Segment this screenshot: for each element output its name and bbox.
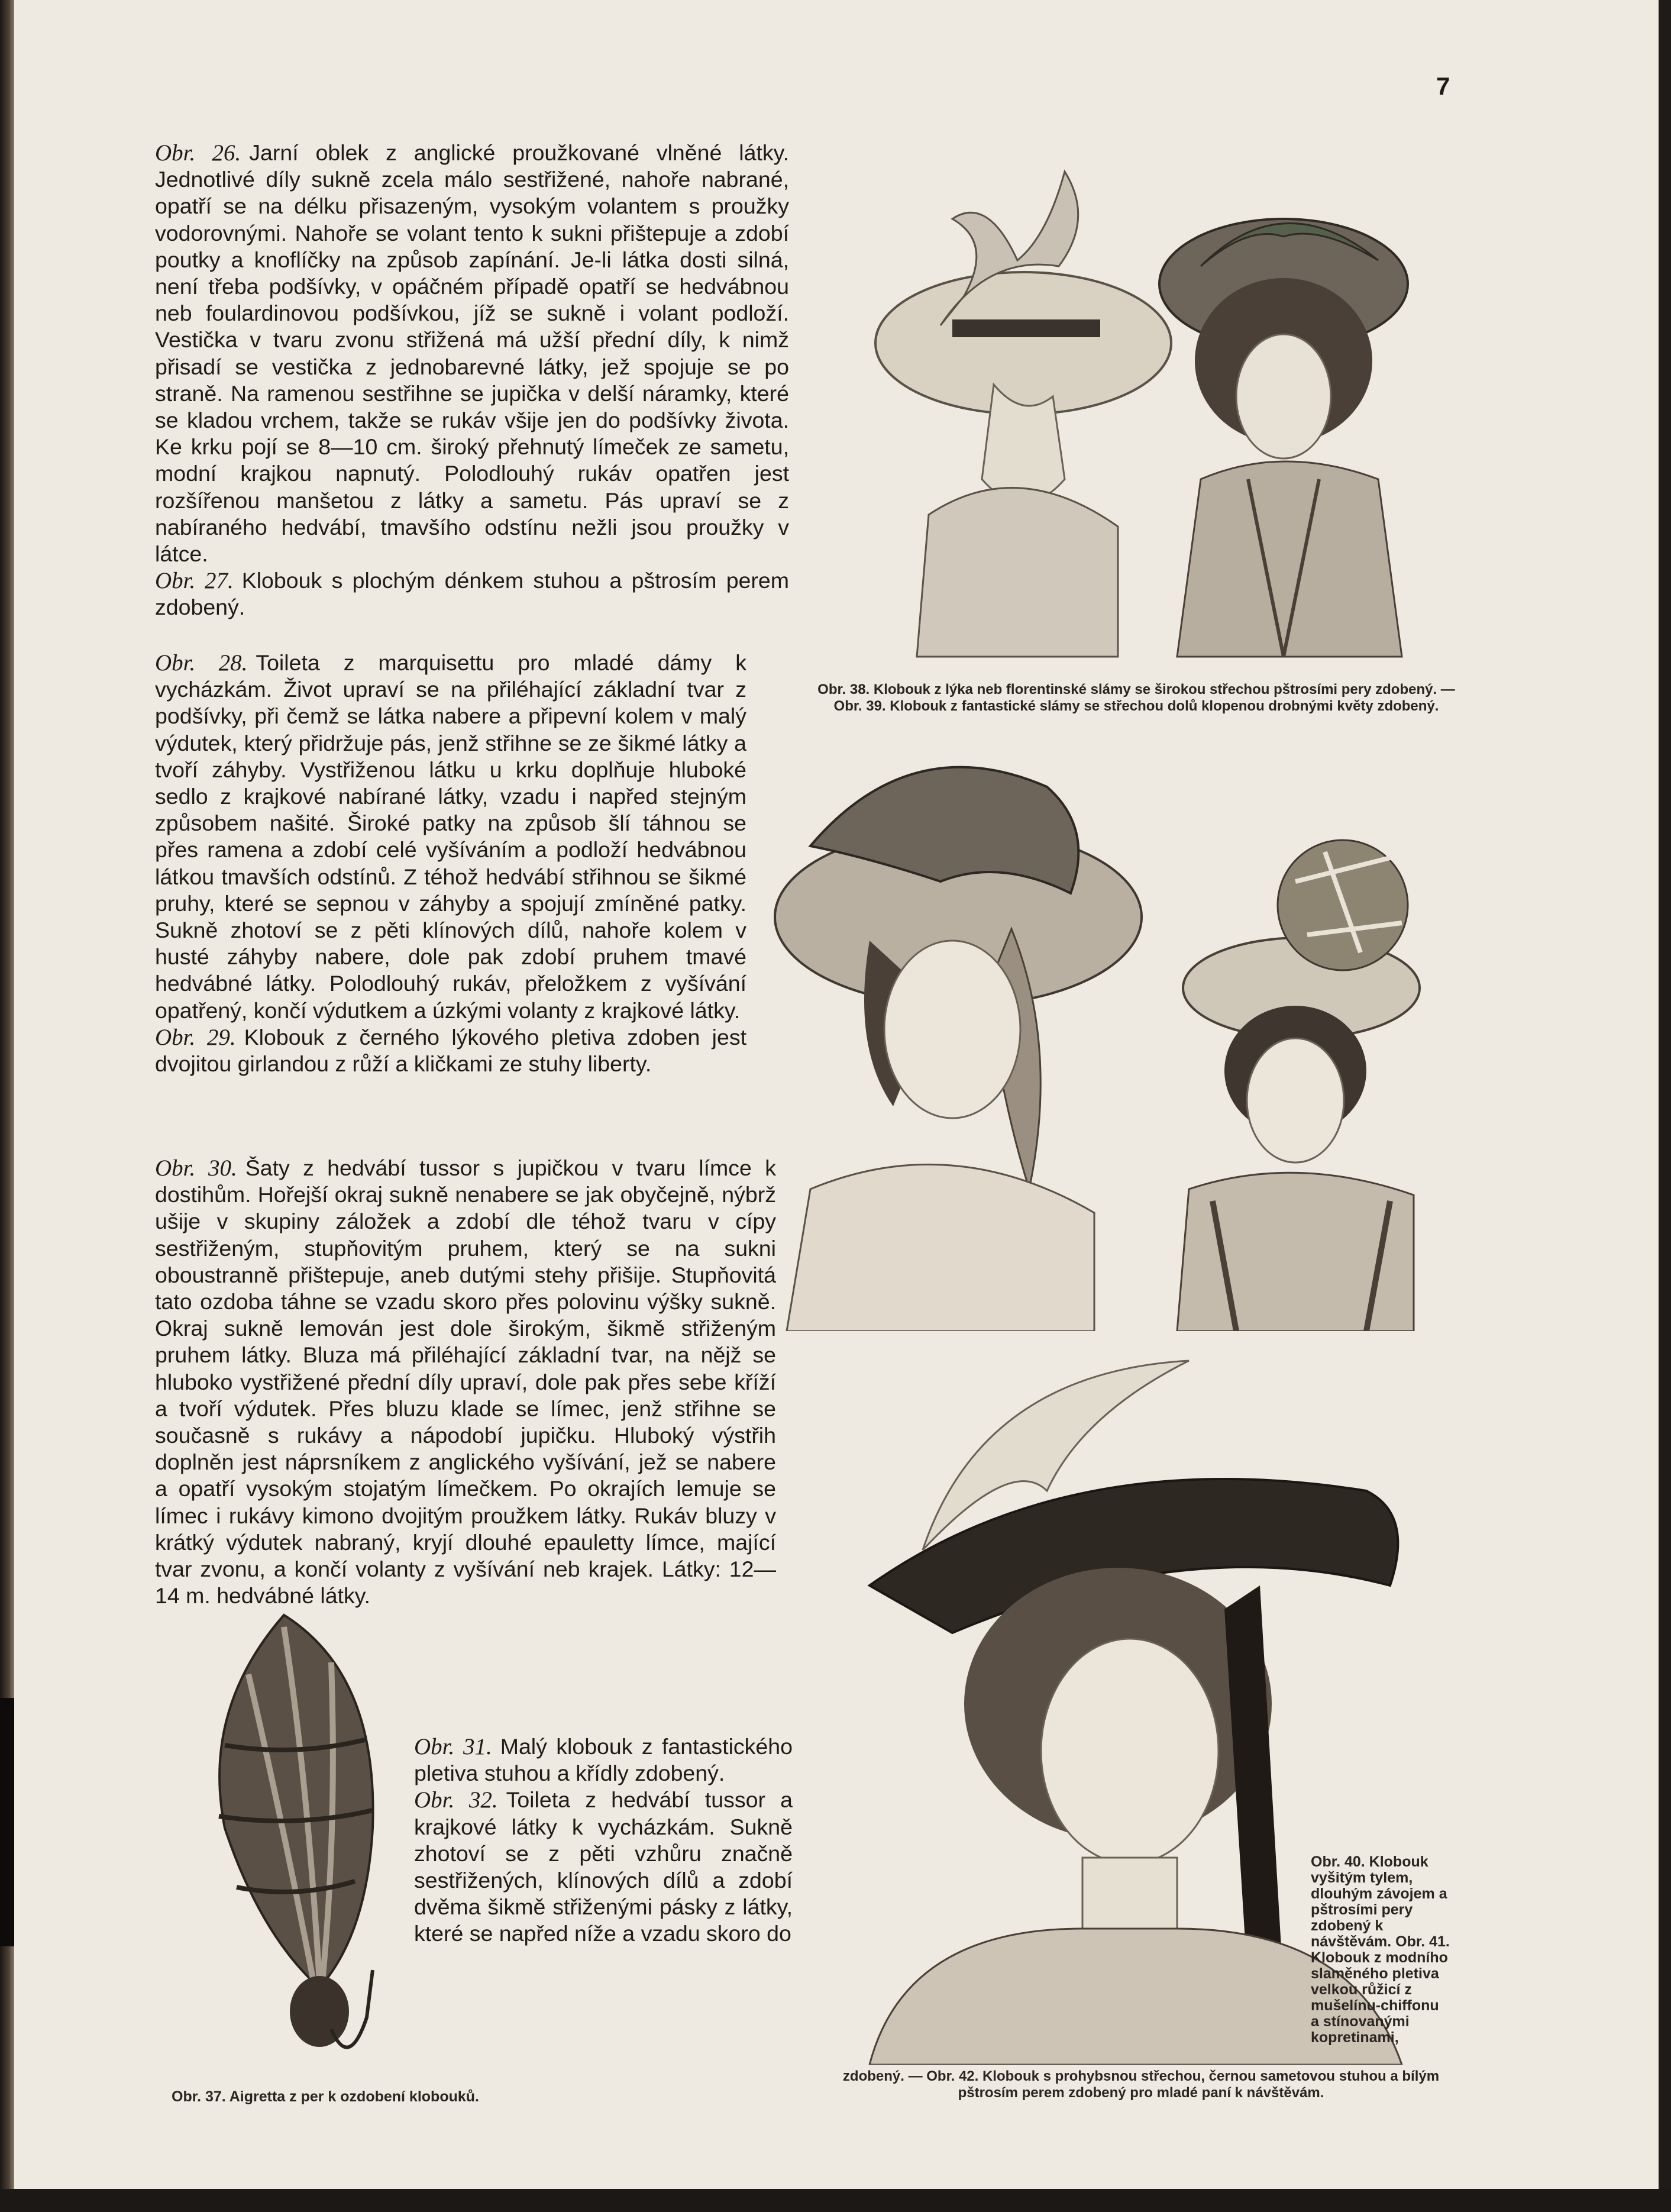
text-block-bottom [414,1733,793,1948]
figure-ref: Obr. 26. [155,140,241,166]
text-block-top [155,140,789,621]
figure-ref: Obr. 27. [155,568,234,594]
paragraph-obr-31 [414,1733,793,1787]
caption-fig-42: zdobený. — Obr. 42. Klobouk s prohybsnou střechou, černou sametovou stuhou a bílým pštrosím perem zdobený pro mladé paní k návštěvám. [842,2068,1440,2101]
caption-fig-40-41: Obr. 40. Klobouk vyšitým tylem, dlouhým závojem a pštrosími pery zdobený k návštěvám. Obr. 41. Klobouk z modního slaměného pletiva velkou růžicí z mušelínu-chiffonu a stínovanými kopretinami, [1311,1853,1450,2046]
figure-ref: Obr. 32. [414,1787,498,1813]
aigrette-37-illustration [177,1603,402,2077]
figure-ref: Obr. 30. [155,1155,237,1181]
hat-38-39-engraving [870,148,1426,669]
paragraph-obr-27 [155,567,789,621]
text-block-middle [155,650,746,1077]
page-number: 7 [1436,72,1450,100]
paragraph-text: Malý klobouk z fantastického pletiva stuhou a křídly zdobený. [414,1734,793,1786]
paragraph-obr-26 [155,140,789,567]
paragraph-text: Klobouk z černého lýkového pletiva zdoben jest dvojitou girlandou z růží a kličkami ze stuhy liberty. [155,1024,746,1077]
paragraph-obr-28 [155,650,746,1024]
page-bottom-edge [0,2189,1671,2212]
text-block-lower [155,1155,776,1609]
page-right-edge [1659,0,1671,2212]
figure-ref: Obr. 29. [155,1024,236,1050]
paragraph-text: Klobouk s plochým dénkem stuhou a pštrosím perem zdobený. [155,568,789,620]
caption-fig-38-39: Obr. 38. Klobouk z lýka neb florentinské slámy se širokou střechou pštrosími pery zdobený. — Obr. 39. Klobouk z fantastické slámy se střechou dolů klopenou drobnými květy zdobený. [817,682,1455,714]
paragraph-text: Jarní oblek z anglické proužkované vlněné látky. Jednotlivé díly sukně zcela málo sestřižené, nahoře nabrané, opatří se na délku přisazeným, vysokým volantem s proužky vodorovnými. Nahoře se volant tento k sukni přištepuje a zdobí poutky a knoflíčky na způsob zapínání. Je-li látka dosti silná, není třeba podšívky, v opáčném případě opatří se hedvábnou neb foulardinovou podšívkou, jíž se sukně i volant podloží. Vestička v tvaru zvonu střižená má užší přední díly, k nimž přisadí se vestička z jednobarevné látky, jež spojuje se po straně. Na ramenou sestřihne se jupička v delší náramky, které se kladou vrchem, takže se rukáv všije jen do podšívky života. Ke krku pojí se 8—10 cm. široký přehnutý límeček ze sametu, modní krajkou napnutý. Polodlouhý rukáv opatřen jest rozšířenou manšetou z látky a sametu. Pás upraví se z nabíraného hedvábí, tmavšího odstínu nežli jsou proužky v látce. [155,140,789,567]
aigrette-37-engraving [177,1603,402,2077]
paragraph-obr-32 [414,1787,793,1947]
paragraph-obr-29 [155,1024,746,1077]
paragraph-obr-30 [155,1155,776,1609]
hat-40-41-engraving [763,740,1461,1331]
figure-ref: Obr. 28. [155,650,248,676]
caption-fig-37: Obr. 37. Aigretta z per k ozdobení klobouků. [172,2088,479,2105]
paragraph-text: Šaty z hedvábí tussor s jupičkou v tvaru límce k dostihům. Hořejší okraj sukně nenabere se jak obyčejně, nýbrž ušije v skupiny záložek a zdobí dle téhož tvaru v cípy sestřiženým, stupňovitým pruhem, který se na sukni oboustranně přištepuje, aneb dutými stehy přišije. Stupňovitá tato ozdoba táhne se vzadu skoro přes polovinu výšky sukně. Okraj sukně lemován jest dole širokým, šikmě střiženým pruhem látky. Bluza má přiléhající základní tvar, na nějž se hluboko vystřižené přední díly upraví, dole pak přes sebe kříží a tvoří výdutek. Přes bluzu klade se límec, jenž střihne se současně s rukávy a nápodobí jupičku. Hluboký výstřih doplněn jest náprsníkem z anglického vyšívání, jež se nabere a opatří vysokým stojatým límečkem. Po okrajích lemuje se límec i rukávy kimono dvojitým proužkem látky. Rukáv bluzy v krátký výdutek nabraný, kryjí dlouhé epauletty límce, mající tvar zvonu, a končí volanty z vyšívání neb krajek. Látky: 12—14 m. hedvábné látky. [155,1155,776,1609]
hat-40-41-illustration [763,740,1461,1331]
paragraph-text: Toileta z hedvábí tussor a krajkové látky k vycházkám. Sukně zhotoví se z pěti vzhůru značně sestřižených, klínových dílů a zdobí dvěma šikmě střiženými pásky z látky, které se napřed níže a vzadu skoro do [414,1787,793,1946]
figure-ref: Obr. 31. [414,1734,492,1759]
spine-dark-band [0,1698,14,1946]
hat-38-39-illustration [870,148,1426,669]
paragraph-text: Toileta z marquisettu pro mladé dámy k vycházkám. Život upraví se na přiléhající základní tvar z podšívky, při čemž se látka nabere a připevní kolem v malý výdutek, který přidržuje pás, jenž střihne se ze šikmé látky a tvoří záhyby. Vystřiženou látku u krku doplňuje hluboké sedlo z krajkové nabírané látky, vzadu i napřed stejným způsobem našité. Široké patky na způsob šlí táhnou se přes ramena a zdobí celé vyšíváním a podloží hedvábnou látkou tmavších odstínů. Z téhož hedvábí střihnou se šikmé pruhy, které se sepnou v záhyby a spojují zmíněné patky. Sukně zhotoví se z pěti klínových dílů, nahoře kolem v husté záhyby nabere, dole pak zdobí pruhem tmavé hedvábné látky. Polodlouhý rukáv, přeložkem z vyšívání opatřený, končí výdutkem a úzkými volanty z krajkové látky. [155,650,746,1023]
